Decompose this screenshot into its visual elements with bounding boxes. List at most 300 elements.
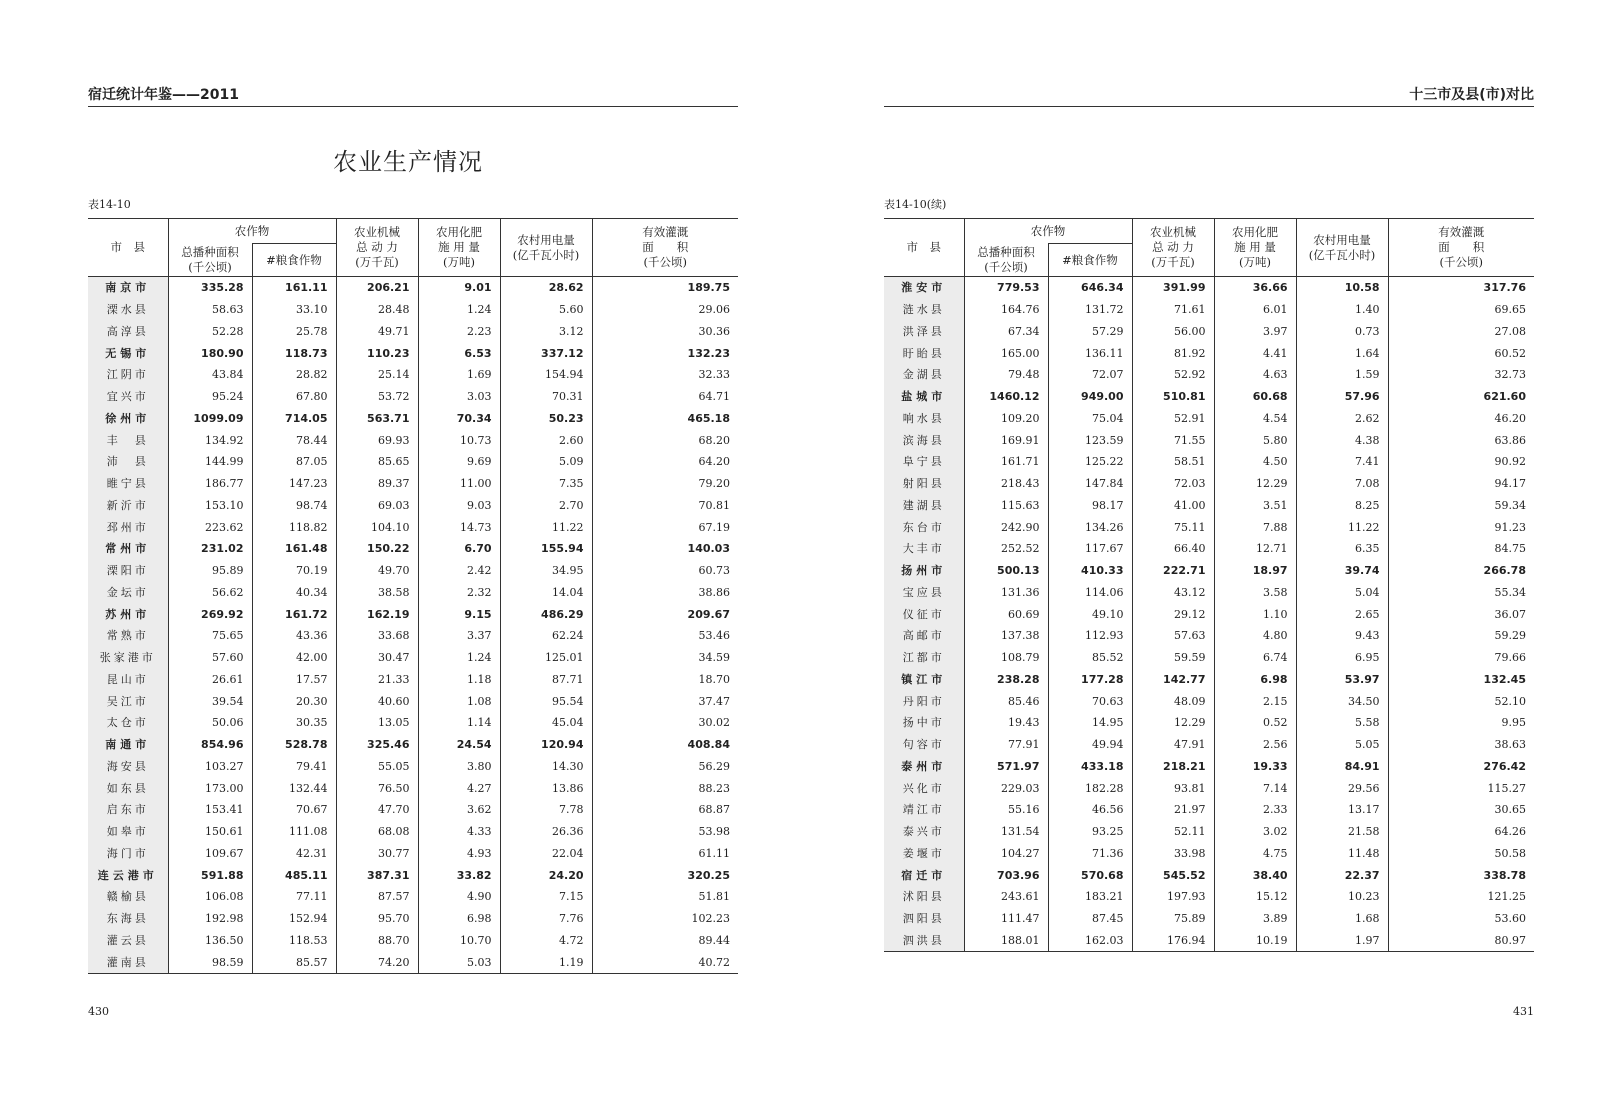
value-cell: 242.90 <box>964 516 1048 538</box>
region-name-cell: 涟水县 <box>884 299 964 321</box>
table-row <box>88 843 738 865</box>
value-cell: 37.47 <box>698 694 730 708</box>
value-cell: 52.28 <box>168 321 252 343</box>
page-title: 农业生产情况 <box>333 148 483 176</box>
value-cell: 571.97 <box>964 756 1048 778</box>
value-cell: 714.05 <box>252 408 336 430</box>
value-cell: 43.12 <box>1132 582 1214 604</box>
table-row <box>88 299 738 321</box>
value-cell: 69.93 <box>336 429 418 451</box>
value-cell: 433.18 <box>1048 756 1132 778</box>
value-cell: 1.19 <box>500 951 592 973</box>
value-cell: 30.65 <box>1494 803 1526 817</box>
value-cell: 30.35 <box>252 712 336 734</box>
value-cell: 8.25 <box>1296 495 1388 517</box>
value-cell: 131.36 <box>964 582 1048 604</box>
value-cell: 40.72 <box>698 955 730 969</box>
region-name-cell: 扬州市 <box>884 560 964 582</box>
value-cell: 33.82 <box>418 864 500 886</box>
value-cell: 39.54 <box>168 690 252 712</box>
value-cell: 570.68 <box>1048 864 1132 886</box>
value-cell: 33.98 <box>1132 843 1214 865</box>
value-cell: 500.13 <box>964 560 1048 582</box>
value-cell: 14.95 <box>1048 712 1132 734</box>
value-cell: 0.52 <box>1214 712 1296 734</box>
region-name-cell: 连云港市 <box>88 864 168 886</box>
region-name-cell: 吴江市 <box>88 690 168 712</box>
value-cell: 7.08 <box>1296 473 1388 495</box>
agri-table-left <box>88 218 738 974</box>
value-cell: 276.42 <box>1483 759 1526 773</box>
region-name-cell: 邳州市 <box>88 516 168 538</box>
table-row <box>884 864 1534 886</box>
value-cell: 410.33 <box>1048 560 1132 582</box>
value-cell: 9.15 <box>418 603 500 625</box>
table-row <box>88 821 738 843</box>
header-line: (万千瓦) <box>1151 255 1195 269</box>
value-cell: 47.70 <box>336 799 418 821</box>
table-row <box>884 538 1534 560</box>
value-cell: 56.00 <box>1132 321 1214 343</box>
value-cell: 55.34 <box>1494 585 1526 599</box>
value-cell: 87.05 <box>252 451 336 473</box>
value-cell: 28.48 <box>336 299 418 321</box>
value-cell: 67.80 <box>252 386 336 408</box>
value-cell: 2.65 <box>1296 603 1388 625</box>
region-name-cell: 姜堰市 <box>884 843 964 865</box>
table-row <box>88 364 738 386</box>
region-name-cell: 睢宁县 <box>88 473 168 495</box>
value-cell: 4.41 <box>1214 342 1296 364</box>
value-cell: 3.02 <box>1214 821 1296 843</box>
value-cell: 75.89 <box>1132 908 1214 930</box>
header-line: (亿千瓦小时) <box>1308 247 1376 262</box>
table-row <box>88 342 738 364</box>
col-header-crop-area-sub <box>964 244 1048 277</box>
value-cell: 49.71 <box>336 321 418 343</box>
value-cell: 161.11 <box>252 277 336 299</box>
table-row <box>88 669 738 691</box>
value-cell: 88.23 <box>698 781 730 795</box>
region-name-cell: 丹阳市 <box>884 690 964 712</box>
value-cell: 2.62 <box>1296 408 1388 430</box>
value-cell: 38.58 <box>336 582 418 604</box>
value-cell: 34.59 <box>698 651 730 665</box>
value-cell: 75.11 <box>1132 516 1214 538</box>
value-cell: 10.73 <box>418 429 500 451</box>
value-cell: 165.00 <box>964 342 1048 364</box>
value-cell: 5.60 <box>500 299 592 321</box>
value-cell: 1.40 <box>1296 299 1388 321</box>
value-cell: 76.50 <box>336 777 418 799</box>
value-cell: 2.42 <box>418 560 500 582</box>
table-row <box>884 451 1534 473</box>
value-cell: 510.81 <box>1132 386 1214 408</box>
value-cell: 115.27 <box>1487 781 1526 795</box>
header-line: 农用化肥 <box>436 225 482 239</box>
region-name-cell: 盱眙县 <box>884 342 964 364</box>
table-row <box>884 560 1534 582</box>
table-row <box>884 321 1534 343</box>
table-row <box>88 734 738 756</box>
value-cell: 75.04 <box>1048 408 1132 430</box>
value-cell: 108.79 <box>964 647 1048 669</box>
value-cell: 19.33 <box>1214 756 1296 778</box>
col-header-crop-area-sub <box>168 244 252 277</box>
value-cell: 57.63 <box>1132 625 1214 647</box>
running-header <box>88 86 738 107</box>
value-cell: 7.14 <box>1214 777 1296 799</box>
table-row <box>884 756 1534 778</box>
value-cell: 69.03 <box>336 495 418 517</box>
header-line: (千公顷) <box>188 259 232 274</box>
value-cell: 646.34 <box>1048 277 1132 299</box>
value-cell: 55.16 <box>964 799 1048 821</box>
value-cell: 115.63 <box>964 495 1048 517</box>
header-line: 施 用 量 <box>438 240 480 254</box>
col-header-machinery <box>336 219 418 277</box>
value-cell: 53.46 <box>698 629 730 643</box>
value-cell: 19.43 <box>964 712 1048 734</box>
region-name-cell: 滨海县 <box>884 429 964 451</box>
value-cell: 4.50 <box>1214 451 1296 473</box>
value-cell: 36.66 <box>1214 277 1296 299</box>
region-name-cell: 常州市 <box>88 538 168 560</box>
value-cell: 3.62 <box>418 799 500 821</box>
value-cell: 3.03 <box>418 386 500 408</box>
value-cell: 79.66 <box>1494 651 1526 665</box>
region-name-cell: 镇江市 <box>884 669 964 691</box>
value-cell: 182.28 <box>1048 777 1132 799</box>
value-cell: 142.77 <box>1132 669 1214 691</box>
value-cell: 1.10 <box>1214 603 1296 625</box>
value-cell: 7.78 <box>500 799 592 821</box>
value-cell: 29.12 <box>1132 603 1214 625</box>
value-cell: 125.22 <box>1048 451 1132 473</box>
value-cell: 4.63 <box>1214 364 1296 386</box>
table-row <box>884 843 1534 865</box>
value-cell: 161.71 <box>964 451 1048 473</box>
table-row <box>884 930 1534 952</box>
region-name-cell: 赣榆县 <box>88 886 168 908</box>
value-cell: 60.52 <box>1494 346 1526 360</box>
value-cell: 779.53 <box>964 277 1048 299</box>
table-row <box>884 777 1534 799</box>
value-cell: 545.52 <box>1132 864 1214 886</box>
value-cell: 21.97 <box>1132 799 1214 821</box>
value-cell: 238.28 <box>964 669 1048 691</box>
value-cell: 6.98 <box>1214 669 1296 691</box>
value-cell: 118.82 <box>252 516 336 538</box>
value-cell: 134.26 <box>1048 516 1132 538</box>
value-cell: 38.40 <box>1214 864 1296 886</box>
value-cell: 10.23 <box>1296 886 1388 908</box>
value-cell: 24.20 <box>500 864 592 886</box>
value-cell: 132.44 <box>252 777 336 799</box>
value-cell: 117.67 <box>1048 538 1132 560</box>
value-cell: 229.03 <box>964 777 1048 799</box>
value-cell: 6.01 <box>1214 299 1296 321</box>
table-row <box>88 277 738 299</box>
region-name-cell: 淮安市 <box>884 277 964 299</box>
value-cell: 89.37 <box>336 473 418 495</box>
value-cell: 6.35 <box>1296 538 1388 560</box>
value-cell: 18.97 <box>1214 560 1296 582</box>
value-cell: 42.31 <box>252 843 336 865</box>
table-row <box>88 908 738 930</box>
header-line: (亿千瓦小时) <box>512 247 580 262</box>
value-cell: 79.48 <box>964 364 1048 386</box>
value-cell: 391.99 <box>1132 277 1214 299</box>
value-cell: 49.70 <box>336 560 418 582</box>
table-row <box>88 647 738 669</box>
value-cell: 1.08 <box>418 690 500 712</box>
value-cell: 1.64 <box>1296 342 1388 364</box>
value-cell: 118.73 <box>252 342 336 364</box>
value-cell: 120.94 <box>500 734 592 756</box>
table-row <box>88 690 738 712</box>
value-cell: 38.86 <box>698 585 730 599</box>
table-row <box>884 277 1534 299</box>
value-cell: 150.22 <box>336 538 418 560</box>
value-cell: 59.59 <box>1132 647 1214 669</box>
value-cell: 134.92 <box>168 429 252 451</box>
value-cell: 5.09 <box>500 451 592 473</box>
value-cell: 57.96 <box>1296 386 1388 408</box>
value-cell: 40.60 <box>336 690 418 712</box>
value-cell: 88.70 <box>336 930 418 952</box>
table-row <box>884 799 1534 821</box>
value-cell: 4.93 <box>418 843 500 865</box>
col-header-electricity <box>1296 219 1388 277</box>
table-row <box>884 712 1534 734</box>
value-cell: 68.20 <box>698 433 730 447</box>
value-cell: 79.20 <box>698 477 730 491</box>
value-cell: 252.52 <box>964 538 1048 560</box>
value-cell: 20.30 <box>252 690 336 712</box>
value-cell: 7.88 <box>1214 516 1296 538</box>
region-name-cell: 靖江市 <box>884 799 964 821</box>
value-cell: 40.34 <box>252 582 336 604</box>
value-cell: 70.31 <box>500 386 592 408</box>
value-cell: 64.71 <box>698 390 730 404</box>
value-cell: 218.43 <box>964 473 1048 495</box>
value-cell: 218.21 <box>1132 756 1214 778</box>
table-row <box>884 582 1534 604</box>
col-header-name: 市 县 <box>884 219 964 277</box>
table-row <box>88 603 738 625</box>
region-name-cell: 射阳县 <box>884 473 964 495</box>
value-cell: 9.43 <box>1296 625 1388 647</box>
table-row <box>884 299 1534 321</box>
value-cell: 114.06 <box>1048 582 1132 604</box>
value-cell: 197.93 <box>1132 886 1214 908</box>
value-cell: 70.19 <box>252 560 336 582</box>
value-cell: 337.12 <box>500 342 592 364</box>
table-row <box>88 712 738 734</box>
value-cell: 90.92 <box>1494 455 1526 469</box>
value-cell: 13.05 <box>336 712 418 734</box>
value-cell: 21.58 <box>1296 821 1388 843</box>
value-cell: 102.23 <box>691 912 730 926</box>
value-cell: 3.12 <box>500 321 592 343</box>
section-title: 十三市及县(市)对比 <box>1409 87 1534 103</box>
table-row <box>884 342 1534 364</box>
table-row <box>884 364 1534 386</box>
value-cell: 95.89 <box>168 560 252 582</box>
value-cell: 123.59 <box>1048 429 1132 451</box>
value-cell: 64.26 <box>1494 825 1526 839</box>
value-cell: 79.41 <box>252 756 336 778</box>
value-cell: 169.91 <box>964 429 1048 451</box>
page-number: 430 <box>88 1005 109 1018</box>
col-header-irrigation <box>592 219 738 277</box>
header-line: 面 积 <box>642 240 689 254</box>
value-cell: 150.61 <box>168 821 252 843</box>
value-cell: 72.03 <box>1132 473 1214 495</box>
value-cell: 75.65 <box>168 625 252 647</box>
value-cell: 111.08 <box>252 821 336 843</box>
value-cell: 10.70 <box>418 930 500 952</box>
table-row <box>88 560 738 582</box>
value-cell: 5.58 <box>1296 712 1388 734</box>
table-row <box>884 386 1534 408</box>
header-line: 农作物 <box>234 223 270 238</box>
value-cell: 223.62 <box>168 516 252 538</box>
value-cell: 70.67 <box>252 799 336 821</box>
value-cell: 137.38 <box>964 625 1048 647</box>
region-name-cell: 宝应县 <box>884 582 964 604</box>
header-line: 有效灌溉 <box>1438 225 1485 239</box>
header-line: 施 用 量 <box>1234 240 1276 254</box>
table-row <box>884 495 1534 517</box>
table-row <box>884 690 1534 712</box>
value-cell: 12.29 <box>1214 473 1296 495</box>
table-row <box>884 886 1534 908</box>
value-cell: 28.62 <box>500 277 592 299</box>
value-cell: 243.61 <box>964 886 1048 908</box>
region-name-cell: 江阴市 <box>88 364 168 386</box>
value-cell: 2.15 <box>1214 690 1296 712</box>
value-cell: 60.73 <box>698 564 730 578</box>
value-cell: 84.75 <box>1494 542 1526 556</box>
table-row <box>884 625 1534 647</box>
value-cell: 11.22 <box>500 516 592 538</box>
table-row <box>884 408 1534 430</box>
value-cell: 38.63 <box>1494 738 1526 752</box>
value-cell: 3.89 <box>1214 908 1296 930</box>
region-name-cell: 海门市 <box>88 843 168 865</box>
table-row <box>88 582 738 604</box>
value-cell: 4.90 <box>418 886 500 908</box>
value-cell: 57.29 <box>1048 321 1132 343</box>
value-cell: 13.86 <box>500 777 592 799</box>
value-cell: 80.97 <box>1494 933 1526 947</box>
region-name-cell: 如皋市 <box>88 821 168 843</box>
col-header-fertilizer <box>1214 219 1296 277</box>
value-cell: 4.27 <box>418 777 500 799</box>
value-cell: 46.56 <box>1048 799 1132 821</box>
value-cell: 12.71 <box>1214 538 1296 560</box>
value-cell: 50.58 <box>1494 846 1526 860</box>
table-container <box>884 218 1534 952</box>
col-header-grain: #粮食作物 <box>1048 244 1132 277</box>
value-cell: 17.57 <box>252 669 336 691</box>
value-cell: 206.21 <box>336 277 418 299</box>
value-cell: 1.24 <box>418 299 500 321</box>
value-cell: 98.59 <box>168 951 252 973</box>
region-name-cell: 沭阳县 <box>884 886 964 908</box>
header-line: 农作物 <box>1030 223 1066 238</box>
value-cell: 2.60 <box>500 429 592 451</box>
value-cell: 60.68 <box>1214 386 1296 408</box>
value-cell: 59.29 <box>1494 629 1526 643</box>
value-cell: 1.14 <box>418 712 500 734</box>
value-cell: 153.10 <box>168 495 252 517</box>
value-cell: 4.75 <box>1214 843 1296 865</box>
value-cell: 4.38 <box>1296 429 1388 451</box>
value-cell: 161.72 <box>252 603 336 625</box>
table-row <box>88 408 738 430</box>
value-cell: 9.95 <box>1501 716 1526 730</box>
table-row <box>88 495 738 517</box>
value-cell: 7.76 <box>500 908 592 930</box>
value-cell: 109.67 <box>168 843 252 865</box>
region-name-cell: 如东县 <box>88 777 168 799</box>
table-row <box>88 451 738 473</box>
value-cell: 67.19 <box>698 520 730 534</box>
value-cell: 9.69 <box>418 451 500 473</box>
region-name-cell: 句容市 <box>884 734 964 756</box>
value-cell: 87.71 <box>500 669 592 691</box>
value-cell: 58.63 <box>168 299 252 321</box>
value-cell: 147.23 <box>252 473 336 495</box>
value-cell: 62.24 <box>500 625 592 647</box>
header-line: (千公顷) <box>984 259 1028 274</box>
value-cell: 95.70 <box>336 908 418 930</box>
value-cell: 42.00 <box>252 647 336 669</box>
table-row <box>884 429 1534 451</box>
region-name-cell: 高邮市 <box>884 625 964 647</box>
header-line: (千公顷) <box>643 255 687 269</box>
header-line: 农村用电量 <box>1313 232 1371 247</box>
value-cell: 53.72 <box>336 386 418 408</box>
value-cell: 87.45 <box>1048 908 1132 930</box>
value-cell: 56.62 <box>168 582 252 604</box>
value-cell: 22.37 <box>1296 864 1388 886</box>
value-cell: 6.74 <box>1214 647 1296 669</box>
value-cell: 11.22 <box>1296 516 1388 538</box>
value-cell: 33.10 <box>252 299 336 321</box>
value-cell: 1.59 <box>1296 364 1388 386</box>
region-name-cell: 常熟市 <box>88 625 168 647</box>
value-cell: 5.05 <box>1296 734 1388 756</box>
value-cell: 2.23 <box>418 321 500 343</box>
value-cell: 30.02 <box>698 716 730 730</box>
value-cell: 71.61 <box>1132 299 1214 321</box>
value-cell: 41.00 <box>1132 495 1214 517</box>
region-name-cell: 东海县 <box>88 908 168 930</box>
table-row <box>88 951 738 973</box>
page-number: 431 <box>1513 1005 1534 1018</box>
value-cell: 24.54 <box>418 734 500 756</box>
value-cell: 152.94 <box>252 908 336 930</box>
value-cell: 320.25 <box>687 868 730 882</box>
region-name-cell: 灌云县 <box>88 930 168 952</box>
value-cell: 57.60 <box>168 647 252 669</box>
table-row <box>88 625 738 647</box>
value-cell: 30.47 <box>336 647 418 669</box>
